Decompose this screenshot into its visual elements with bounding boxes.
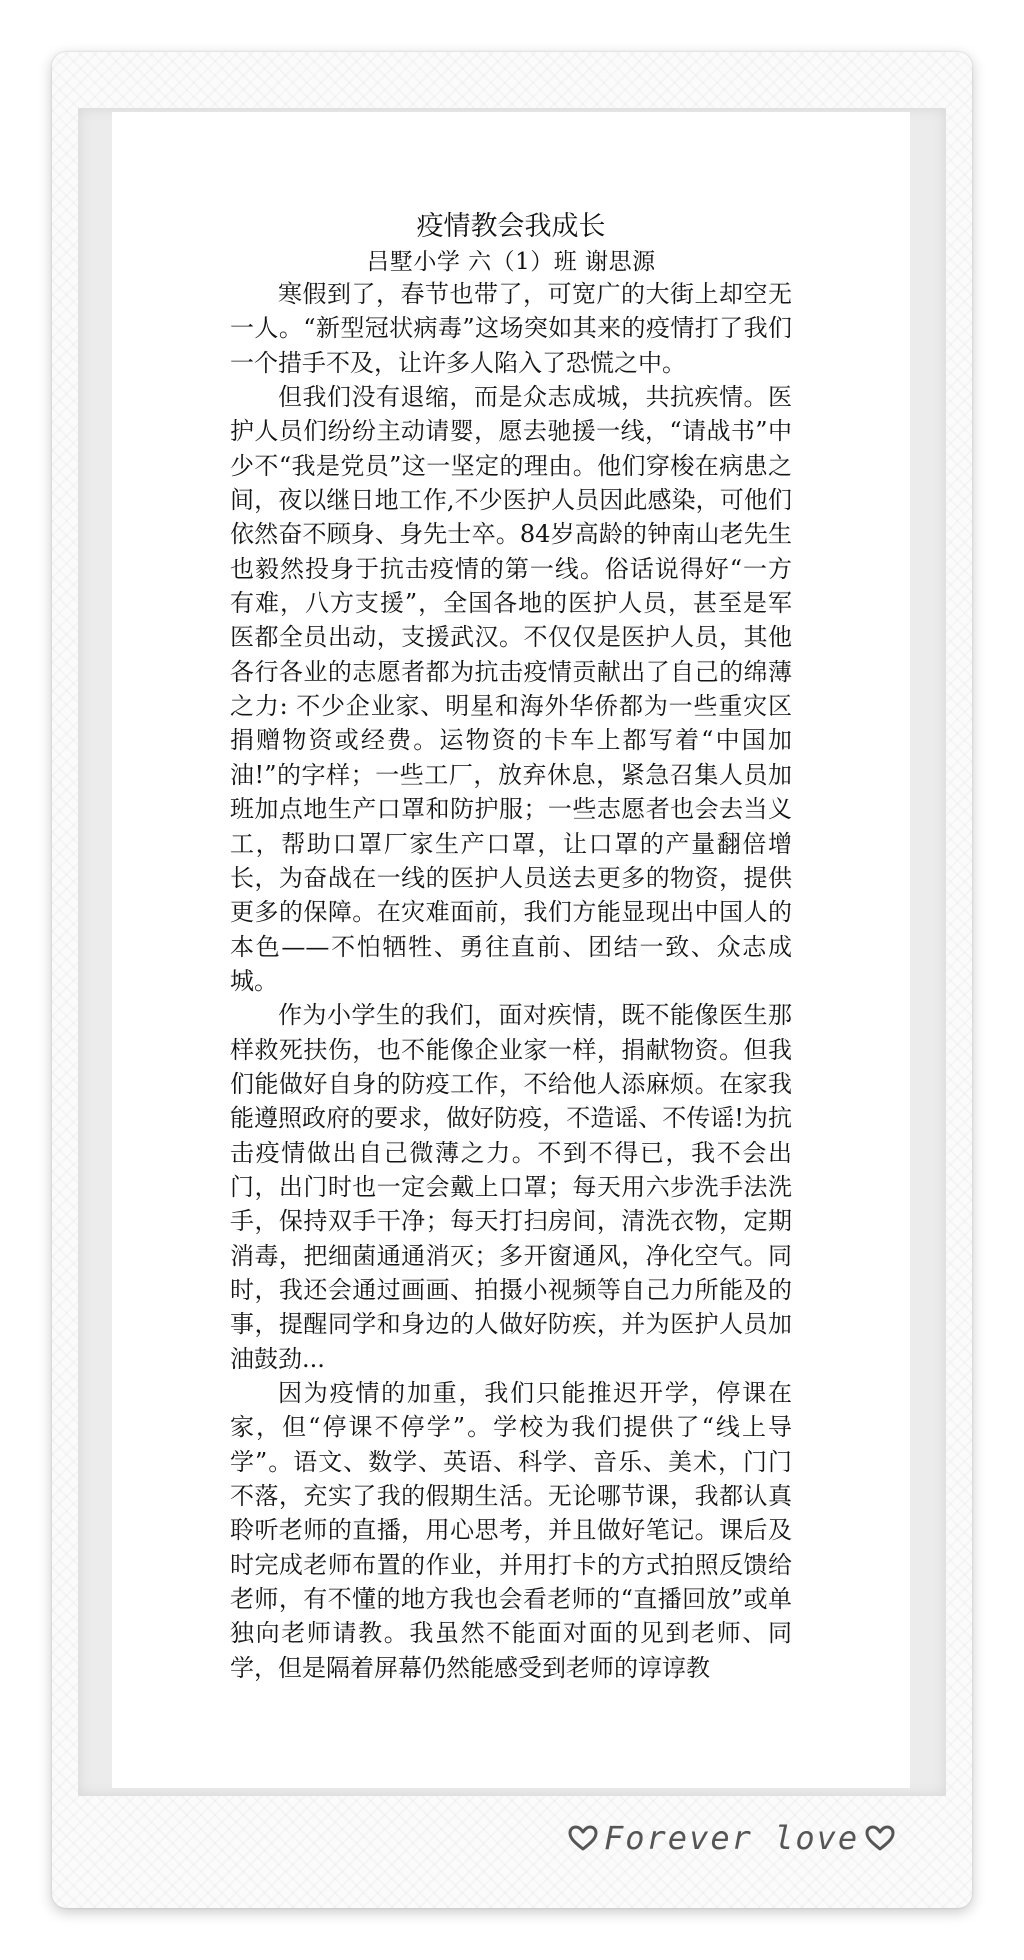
heart-outline-icon [568,1824,598,1852]
essay-paragraph: 因为疫情的加重，我们只能推迟开学，停课在家，但“停课不停学”。学校为我们提供了“线上导学”。语文、数学、英语、科学、音乐、美术，门门不落，充实了我的假期生活。无论哪节课，我都认真聆听老师的直播，用心思考，并且做好笔记。课后及时完成老师布置的作业，并用打卡的方式拍照反馈给老师，有不懂的地方我也会看老师的“直播回放”或单独向老师请教。我虽然不能面对面的见到老师、同学，但是隔着屏幕仍然能感受到老师的谆谆教 [230,1379,792,1682]
heart-outline-icon [865,1824,895,1852]
essay-body [230,277,792,1685]
essay-paragraph: 寒假到了，春节也带了，可宽广的大街上却空无一人。“新型冠状病毒”这场突如其来的疫情打了我们一个措手不及，让许多人陷入了恐慌之中。 [230,280,792,377]
essay-paragraph: 作为小学生的我们，面对疾情，既不能像医生那样救死扶伤，也不能像企业家一样，捐献物资。但我们能做好自身的防疫工作，不给他人添麻烦。在家我能遵照政府的要求，做好防疫，不造谣、不传谣!为抗击疫情做出自己微薄之力。不到不得已，我不会出门，出门时也一定会戴上口罩；每天用六步洗手法洗手，保持双手干净；每天打扫房间，清洗衣物，定期消毒，把细菌通通消灭；多开窗通风，净化空气。同时，我还会通过画画、拍摄小视频等自己力所能及的事，提醒同学和身边的人做好防疾，并为医护人员加油鼓劲... [230,1001,792,1373]
essay-title: 疫情教会我成长 [416,211,606,242]
essay-paragraph: 但我们没有退缩，而是众志成城，共抗疾情。医护人员们纷纷主动请婴，愿去驰援一线，“请战书”中少不“我是党员”这一坚定的理由。他们穿梭在病患之间，夜以继日地工作,不少医护人员因此感染，可他们依然奋不顾身、身先士卒。84岁高龄的钟南山老先生也毅然投身于抗击疫情的第一线。俗话说得好“一方有难，八方支援”，全国各地的医护人员，甚至是军医都全员出动，支援武汉。不仅仅是医护人员，其他各行各业的志愿者都为抗击疫情贡献出了自己的绵薄之力: 不少企业家、明星和海外华侨都为一些重灾区捐赠物资或经费。运物资的卡车上都写着“中国加油!”的字样；一些工厂，放弃休息，紧急召集人员加班加点地生产口罩和防护服；一些志愿者也会去当义工，帮助口罩厂家生产口罩，让口罩的产量翻倍增长，为奋战在一线的医护人员送去更多的物资，提供更多的保障。在灾难面前，我们方能显现出中国人的本色——不怕牺牲、勇往直前、团结一致、众志成城。 [230,383,792,995]
essay-byline: 吕墅小学 六（1）班 谢思源 [366,249,656,275]
essay-page [112,112,910,1788]
forever-love-caption [568,1818,895,1858]
footer-caption-text: Forever love [604,1819,860,1857]
